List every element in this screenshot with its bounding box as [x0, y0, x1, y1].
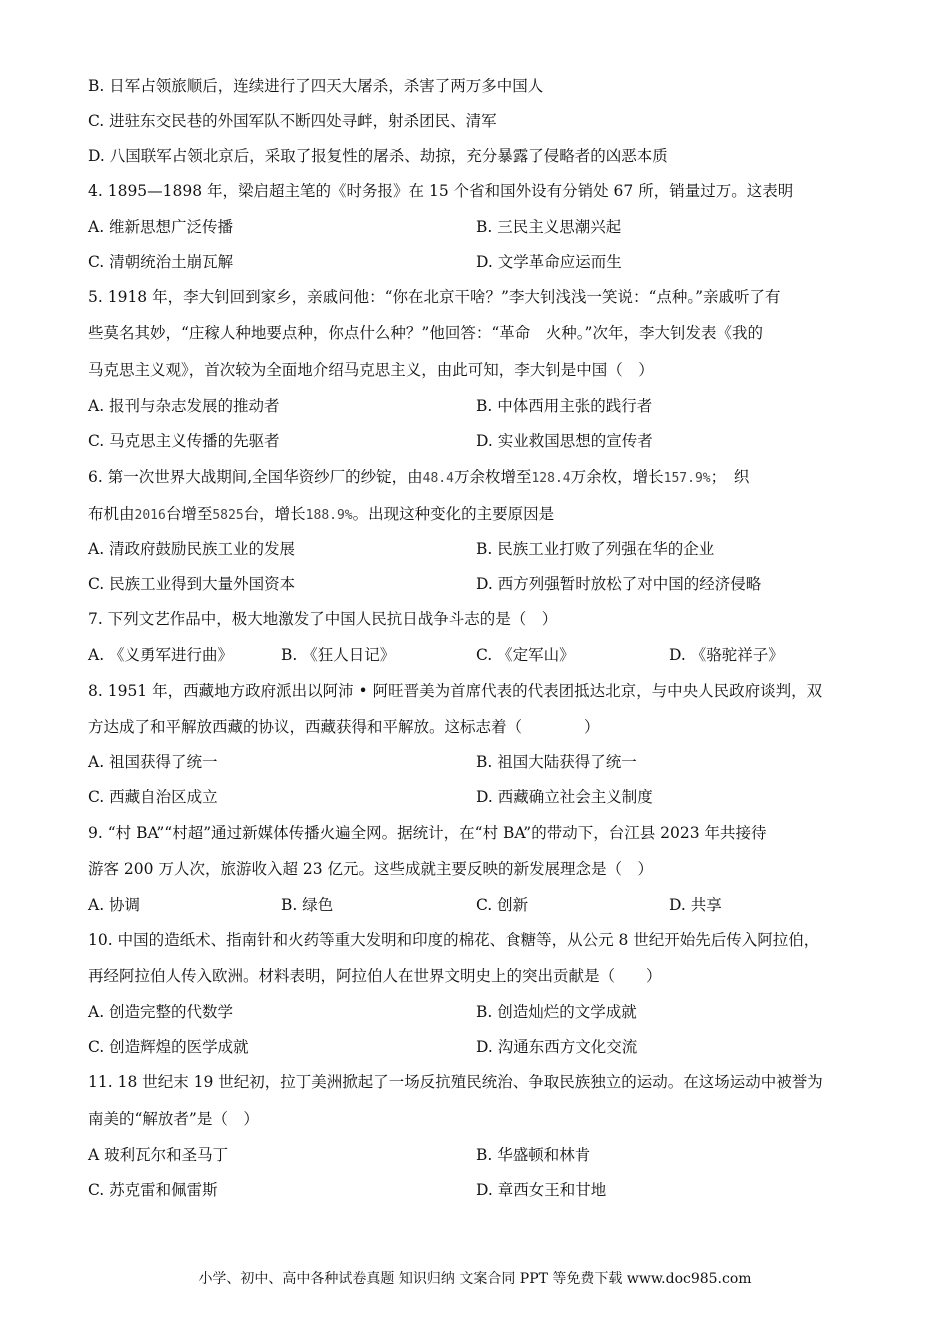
q7-option-a: A. 《义勇军进行曲》	[88, 646, 234, 664]
q6-text: 。出现这种变化的主要原因是	[352, 505, 555, 523]
q6-number: 188.9%	[305, 508, 353, 523]
q6-stem-line2	[88, 503, 554, 527]
q5-option-a: A. 报刊与杂志发展的推动者	[88, 397, 280, 415]
q8-option-b: B. 祖国大陆获得了统一	[476, 753, 637, 771]
q6-text: ； 织	[710, 468, 750, 486]
q5-option-b: B. 中体西用主张的践行者	[476, 397, 653, 415]
q3-option-d: D. 八国联军占领北京后，采取了报复性的屠杀、劫掠，充分暴露了侵略者的凶恶本质	[88, 147, 668, 165]
q8-stem-line1: 8. 1951 年，西藏地方政府派出以阿沛 • 阿旺晋美为首席代表的代表团抵达北京，与中央人民政府谈判，双	[88, 682, 823, 700]
q3-option-b: B. 日军占领旅顺后，连续进行了四天大屠杀，杀害了两万多中国人	[88, 77, 544, 95]
q6-text: 布机由	[88, 505, 135, 523]
q9-option-d: D. 共享	[669, 896, 722, 914]
q6-number: 157.9%	[663, 471, 711, 486]
q5-stem-line1: 5. 1918 年，李大钊回到家乡，亲戚问他：“你在北京干啥？”李大钊浅浅一笑说：“点种。”亲戚听了有	[88, 288, 781, 306]
q6-number: 48.4	[422, 471, 454, 486]
q5-option-d: D. 实业救国思想的宣传者	[476, 432, 653, 450]
q6-option-a: A. 清政府鼓励民族工业的发展	[88, 540, 296, 558]
q6-text: 台，增长	[243, 505, 306, 523]
q3-option-c: C. 进驻东交民巷的外国军队不断四处寻衅，射杀团民、清军	[88, 112, 497, 130]
q9-stem-line2: 游客 200 万人次，旅游收入超 23 亿元。这些成就主要反映的新发展理念是（ ）	[88, 860, 654, 878]
q10-stem-line1: 10. 中国的造纸术、指南针和火药等重大发明和印度的棉花、食糖等，从公元 8 世纪开始先后传入阿拉伯，	[88, 931, 820, 949]
q9-stem-line1: 9. “村 BA”“村超”通过新媒体传播火遍全网。据统计，在“村 BA”的带动下，台江县 2023 年共接待	[88, 824, 767, 842]
q11-option-c: C. 苏克雷和佩雷斯	[88, 1181, 218, 1199]
q11-stem-line1: 11. 18 世纪末 19 世纪初，拉丁美洲掀起了一场反抗殖民统治、争取民族独立的运动。在这场运动中被誉为	[88, 1073, 823, 1091]
q11-option-d: D. 章西女王和甘地	[476, 1181, 607, 1199]
q6-stem-line1	[88, 466, 749, 490]
q6-number: 2016	[134, 508, 166, 523]
q7-stem: 7. 下列文艺作品中，极大地激发了中国人民抗日战争斗志的是（ ）	[88, 610, 558, 628]
q7-option-c: C. 《定军山》	[476, 646, 575, 664]
q10-option-c: C. 创造辉煌的医学成就	[88, 1038, 249, 1056]
q4-stem: 4. 1895—1898 年，梁启超主笔的《时务报》在 15 个省和国外设有分销处 67 所，销量过万。这表明	[88, 182, 794, 200]
q9-option-c: C. 创新	[476, 896, 529, 914]
q4-option-a: A. 维新思想广泛传播	[88, 218, 234, 236]
q11-option-a: A 玻利瓦尔和圣马丁	[88, 1146, 229, 1164]
q4-option-d: D. 文学革命应运而生	[476, 253, 622, 271]
q6-option-d: D. 西方列强暂时放松了对中国的经济侵略	[476, 575, 762, 593]
q8-option-d: D. 西藏确立社会主义制度	[476, 788, 653, 806]
q8-option-c: C. 西藏自治区成立	[88, 788, 218, 806]
q11-option-b: B. 华盛顿和林肯	[476, 1146, 591, 1164]
q7-option-b: B. 《狂人日记》	[281, 646, 396, 664]
q8-option-a: A. 祖国获得了统一	[88, 753, 218, 771]
q6-option-b: B. 民族工业打败了列强在华的企业	[476, 540, 715, 558]
q6-text: 台增至	[165, 505, 213, 523]
q4-option-b: B. 三民主义思潮兴起	[476, 218, 622, 236]
q5-option-c: C. 马克思主义传播的先驱者	[88, 432, 280, 450]
q5-stem-line2: 些莫名其妙，“庄稼人种地要点种，你点什么种？”他回答：“革命 火种。”次年，李大钊发表《我的	[88, 324, 763, 342]
q10-option-b: B. 创造灿烂的文学成就	[476, 1003, 637, 1021]
page-footer: 小学、初中、高中各种试卷真题 知识归纳 文案合同 PPT 等免费下载 www.doc985.com	[198, 1271, 752, 1287]
q10-option-a: A. 创造完整的代数学	[88, 1003, 234, 1021]
q6-text: 万余枚增至	[453, 468, 532, 486]
q10-option-d: D. 沟通东西方文化交流	[476, 1038, 638, 1056]
q6-option-c: C. 民族工业得到大量外国资本	[88, 575, 296, 593]
q6-text: 6. 第一次世界大战期间,全国华资纱厂的纱锭，由	[88, 468, 423, 486]
q6-number: 5825	[212, 508, 244, 523]
q5-stem-line3: 马克思主义观》，首次较为全面地介绍马克思主义，由此可知，李大钊是中国（ ）	[88, 361, 654, 379]
q7-option-d: D. 《骆驼祥子》	[669, 646, 784, 664]
q6-number: 128.4	[531, 471, 571, 486]
q9-option-b: B. 绿色	[281, 896, 334, 914]
q6-text: 万余枚，增长	[570, 468, 664, 486]
q11-stem-line2: 南美的“解放者”是（ ）	[88, 1110, 259, 1128]
q10-stem-line2: 再经阿拉伯人传入欧洲。材料表明，阿拉伯人在世界文明史上的突出贡献是（ ）	[88, 967, 662, 985]
q9-option-a: A. 协调	[88, 896, 141, 914]
q4-option-c: C. 清朝统治土崩瓦解	[88, 253, 234, 271]
q8-stem-line2: 方达成了和平解放西藏的协议，西藏获得和平解放。这标志着（ ）	[88, 718, 600, 736]
